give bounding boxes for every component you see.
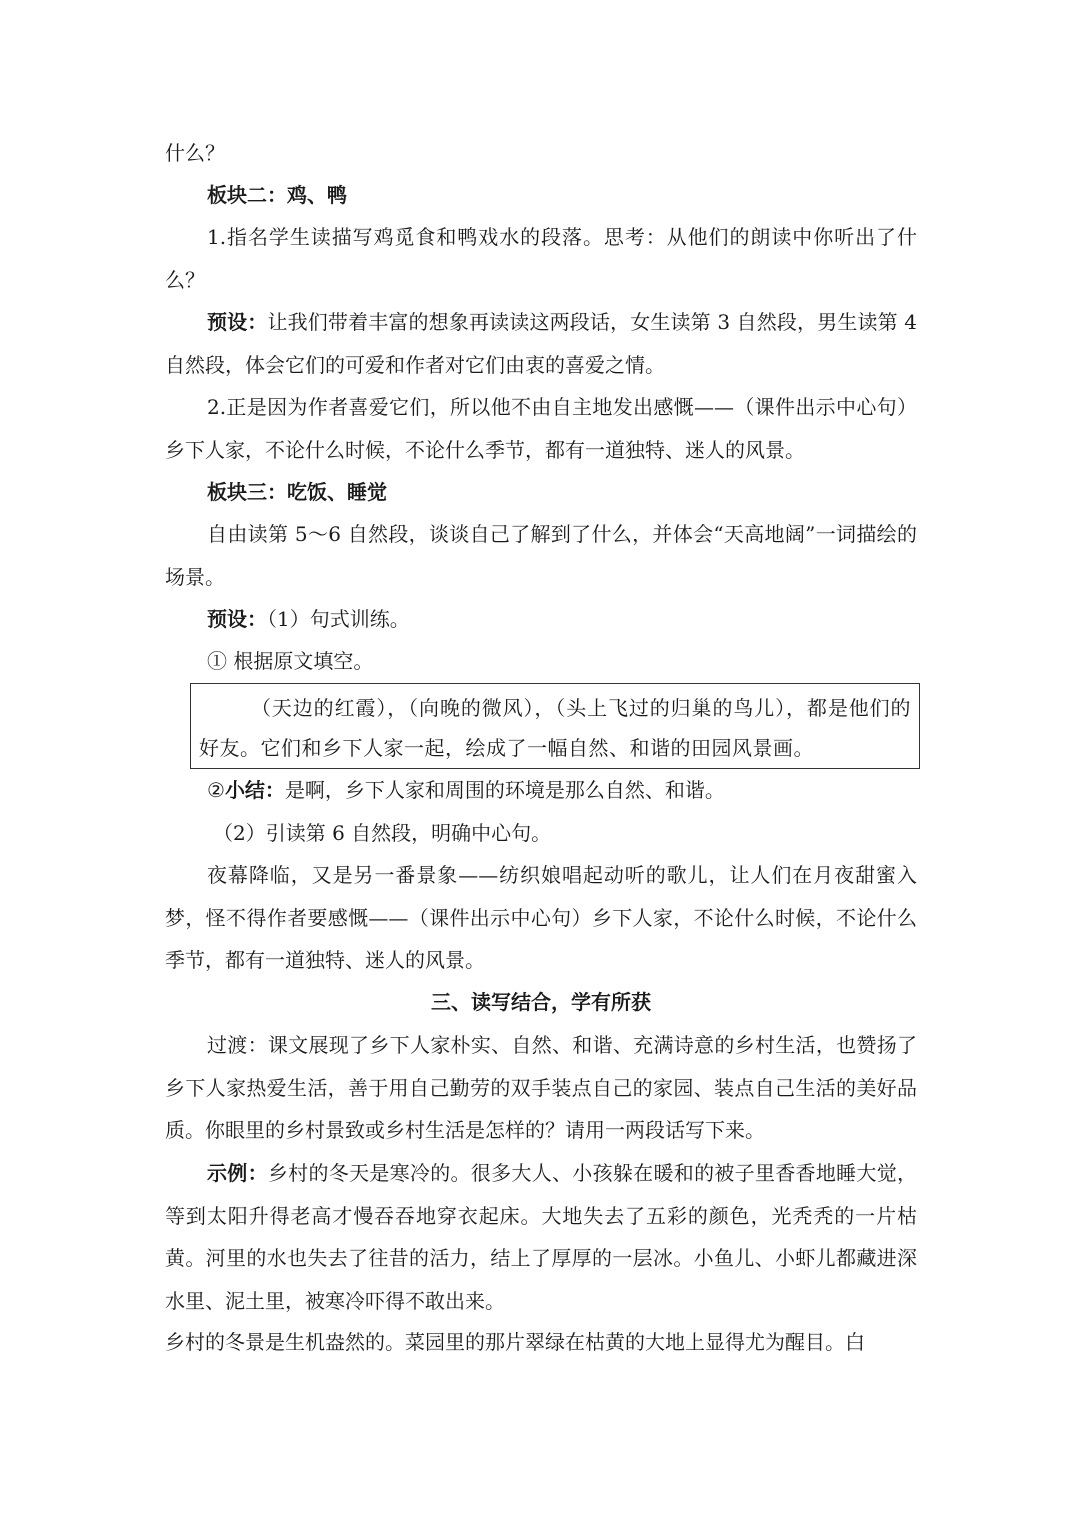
paragraph-continuation: 什么？ [165, 141, 225, 165]
preset-label: 预设： [207, 607, 267, 631]
paragraph-winter-scene: 乡村的冬景是生机盎然的。菜园里的那片翠绿在枯黄的大地上显得尤为醒目。白 [165, 1330, 865, 1354]
fill-blank-text: （天边的红霞），（向晚的微风），（头上飞过的归巢的鸟儿），都是他们的好友。它们和乡下人家一起，绘成了一幅自然、和谐的田园风景画。 [199, 696, 911, 760]
paragraph-reading-task-1: 1.指名学生读描写鸡觅食和鸭戏水的段落。思考：从他们的朗读中你听出了什么？ [165, 225, 917, 292]
summary-text: 是啊，乡下人家和周围的环境是那么自然、和谐。 [284, 778, 725, 802]
paragraph-fill-blank-instruction: ① 根据原文填空。 [207, 649, 374, 673]
example-label: 示例： [207, 1161, 268, 1185]
paragraph-preset-2 [165, 598, 917, 641]
paragraph-preset-1 [165, 301, 917, 386]
preset-text: （1）句式训练。 [267, 607, 410, 631]
summary-prefix: ② [207, 778, 225, 802]
paragraph-transition: 过渡：课文展现了乡下人家朴实、自然、和谐、充满诗意的乡村生活，也赞扬了乡下人家热爱生活，善于用自己勤劳的双手装点自己的家园、装点自己生活的美好品质。你眼里的乡村景致或乡村生活是怎样的？请用一两段话写下来。 [165, 1033, 917, 1142]
summary-label: 小结： [224, 778, 285, 802]
section-heading-chicken-duck: 板块二：鸡、鸭 [207, 183, 347, 207]
paragraph-reading-task-2: 2.正是因为作者喜爱它们，所以他不由自主地发出感慨——（课件出示中心句）乡下人家，不论什么时候，不论什么季节，都有一道独特、迷人的风景。 [165, 395, 917, 462]
preset-label: 预设： [207, 310, 268, 334]
paragraph-summary [165, 769, 917, 812]
section-heading-reading-writing: 三、读写结合，学有所获 [431, 990, 651, 1014]
preset-text: 让我们带着丰富的想象再读读这两段话，女生读第 3 自然段，男生读第 4 自然段，体会它们的可爱和作者对它们由衷的喜爱之情。 [165, 310, 918, 377]
fill-blank-box [190, 683, 920, 769]
paragraph-example [165, 1152, 917, 1322]
section-heading-eat-sleep: 板块三：吃饭、睡觉 [207, 480, 387, 504]
paragraph-guided-reading: （2）引读第 6 自然段，明确中心句。 [213, 821, 552, 845]
example-text: 乡村的冬天是寒冷的。很多大人、小孩躲在暖和的被子里香香地睡大觉，等到太阳升得老高才慢吞吞地穿衣起床。大地失去了五彩的颜色，光秃秃的一片枯黄。河里的水也失去了往昔的活力，结上了厚厚的一层冰。小鱼儿、小虾儿都藏进深水里、泥土里，被寒冷吓得不敢出来。 [165, 1161, 918, 1313]
paragraph-free-reading: 自由读第 5～6 自然段，谈谈自己了解到了什么，并体会“天高地阔”一词描绘的场景。 [165, 522, 917, 589]
paragraph-night-scene: 夜幕降临，又是另一番景象——纺织娘唱起动听的歌儿，让人们在月夜甜蜜入梦，怪不得作者要感慨——（课件出示中心句）乡下人家，不论什么时候，不论什么季节，都有一道独特、迷人的风景。 [165, 863, 917, 972]
